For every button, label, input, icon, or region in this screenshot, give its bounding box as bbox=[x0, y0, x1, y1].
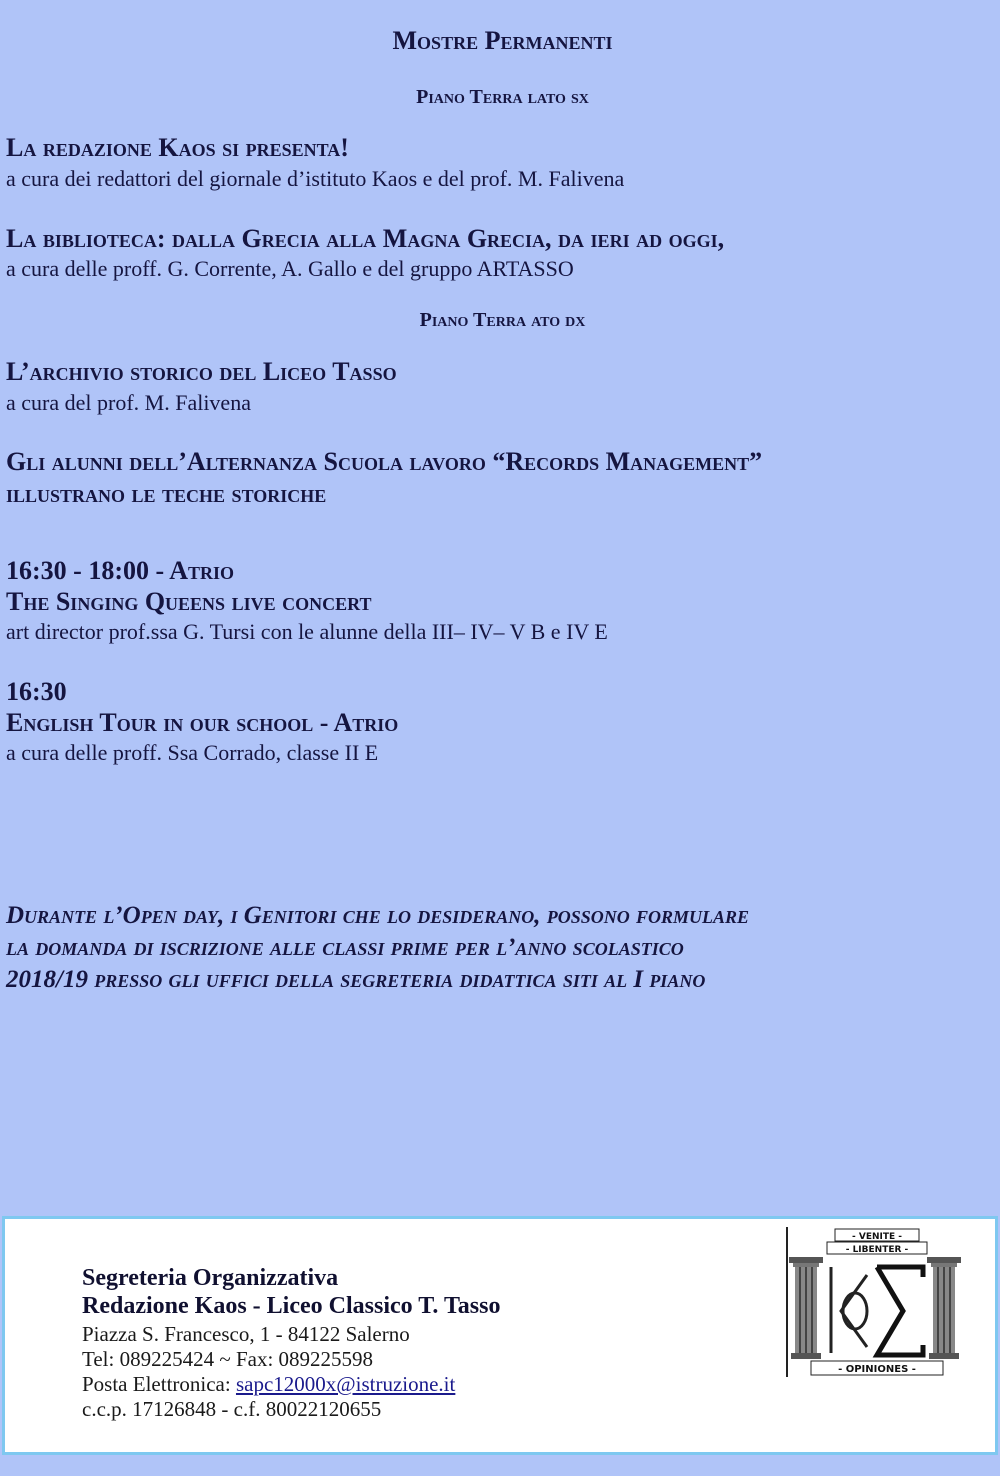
event-2-time: 16:30 bbox=[6, 677, 67, 706]
enrollment-notice-line1: Durante l’Open day, i Genitori che lo desiderano, possono formulare bbox=[6, 902, 750, 929]
footer-org-1: Segreteria Organizzativa bbox=[82, 1265, 339, 1291]
event-2-title: English Tour in our school - Atrio bbox=[6, 708, 399, 737]
exhibit-3-credit: a cura del prof. M. Falivena bbox=[6, 390, 251, 415]
exhibit-1-credit: a cura dei redattori del giornale d’istituto Kaos e del prof. M. Falivena bbox=[6, 166, 625, 191]
footer-email-link[interactable]: sapc12000x@istruzione.it bbox=[235, 1372, 456, 1396]
footer-email-line bbox=[82, 1372, 455, 1397]
exhibit-2-credit: a cura delle proff. G. Corrente, A. Gallo e del gruppo ARTASSO bbox=[6, 256, 574, 281]
exhibit-1-heading: La redazione Kaos si presenta! bbox=[6, 133, 349, 162]
page-title: Mostre Permanenti bbox=[392, 26, 613, 55]
logo-text-opiniones: - OPINIONES - bbox=[838, 1364, 916, 1375]
enrollment-notice-line3: 2018/19 presso gli uffici della segreteria didattica siti al I piano bbox=[6, 966, 706, 993]
exhibit-4-heading-line1: Gli alunni dell’Alternanza Scuola lavoro “Records Management” bbox=[6, 447, 763, 476]
kaos-logo-graphic bbox=[785, 1227, 965, 1377]
enrollment-notice-line2: la domanda di iscrizione alle classi prime per l’anno scolastico bbox=[6, 934, 684, 961]
logo-text-venite: - VENITE - bbox=[851, 1232, 903, 1242]
kaos-logo bbox=[785, 1227, 965, 1377]
floor-right-label: Piano Terra ato dx bbox=[419, 309, 586, 331]
event-2-credit: a cura delle proff. Ssa Corrado, classe II E bbox=[6, 740, 379, 765]
footer-address: Piazza S. Francesco, 1 - 84122 Salerno bbox=[82, 1322, 410, 1346]
exhibit-4-heading-line2: illustrano le teche storiche bbox=[6, 479, 327, 508]
event-1-title: The Singing Queens live concert bbox=[6, 587, 372, 616]
contact-footer bbox=[2, 1216, 998, 1455]
footer-fiscal: c.c.p. 17126848 - c.f. 80022120655 bbox=[82, 1397, 382, 1421]
exhibit-3-heading: L’archivio storico del Liceo Tasso bbox=[6, 357, 397, 386]
logo-text-libenter: - LIBENTER - bbox=[845, 1245, 909, 1255]
footer-phone: Tel: 089225424 ~ Fax: 089225598 bbox=[82, 1347, 374, 1371]
enrollment-notice bbox=[6, 900, 996, 996]
footer-email-label: Posta Elettronica: bbox=[82, 1372, 236, 1396]
event-1-credit: art director prof.ssa G. Tursi con le alunne della III– IV– V B e IV E bbox=[6, 619, 608, 644]
exhibit-2-heading: La biblioteca: dalla Grecia alla Magna Grecia, da ieri ad oggi, bbox=[6, 224, 725, 253]
event-1-time: 16:30 - 18:00 - Atrio bbox=[6, 556, 234, 585]
floor-left-label: Piano Terra lato sx bbox=[416, 86, 589, 108]
footer-org-2: Redazione Kaos - Liceo Classico T. Tasso bbox=[82, 1293, 501, 1319]
